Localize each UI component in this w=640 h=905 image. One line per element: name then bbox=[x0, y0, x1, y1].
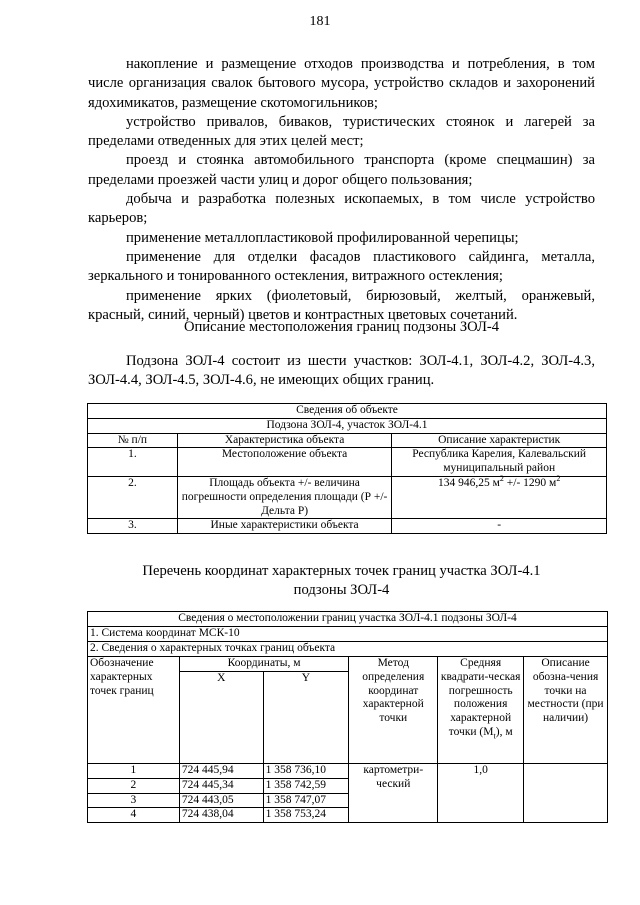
restrictions-list bbox=[88, 55, 595, 325]
list-item: применение металлопластиковой профилированной черепицы; bbox=[126, 229, 519, 246]
characteristic-description bbox=[392, 476, 607, 518]
intro-text: Подзона ЗОЛ-4 состоит из шести участков: ЗОЛ-4.1, ЗОЛ-4.2, ЗОЛ-4.3, ЗОЛ-4.4, ЗОЛ-4.5, ЗОЛ-4.6, не имеющих общих границ. bbox=[88, 353, 595, 389]
characteristic-name: Площадь объекта +/- величина погрешности определения площади (Р +/- Дельта Р) bbox=[177, 476, 392, 518]
coordinates-table bbox=[87, 611, 608, 823]
x-value: 724 445,34 bbox=[179, 778, 263, 793]
method-value: картометри-ческий bbox=[349, 763, 438, 823]
coords-header: Координаты, м bbox=[179, 656, 348, 671]
table-row bbox=[88, 519, 607, 534]
point-number: 3 bbox=[88, 793, 180, 808]
error-header-text: Средняя квадрати-ческая погрешность положения характерной точки (M bbox=[440, 656, 521, 739]
list-item: добыча и разработка полезных ископаемых, в том числе устройство карьеров; bbox=[88, 191, 595, 227]
list-item: устройство привалов, бивакoв, туристических стоянок и лагерей за пределами отведенных для этих целей мест; bbox=[88, 113, 595, 150]
object-table-subtitle: Подзона ЗОЛ-4, участок ЗОЛ-4.1 bbox=[88, 418, 607, 433]
coords-points-section: 2. Сведения о характерных точках границ объекта bbox=[88, 641, 608, 656]
object-info-table bbox=[87, 403, 607, 534]
y-value: 1 358 736,10 bbox=[263, 763, 349, 778]
y-value: 1 358 747,07 bbox=[263, 793, 349, 808]
area-error: +/- 1290 м bbox=[503, 476, 557, 489]
column-header: Описание характеристик bbox=[392, 433, 607, 448]
characteristic-name: Иные характеристики объекта bbox=[177, 519, 392, 534]
table-row bbox=[88, 448, 607, 477]
column-header: № п/п bbox=[88, 433, 178, 448]
table-row bbox=[88, 763, 608, 778]
area-value: 134 946,25 м bbox=[438, 476, 500, 489]
point-number: 1 bbox=[88, 763, 180, 778]
column-header: Характеристика объекта bbox=[177, 433, 392, 448]
list-item: проезд и стоянка автомобильного транспорта (кроме спецмашин) за пределами проезжей части улиц и дорог общего пользования; bbox=[88, 152, 595, 188]
y-header: Y bbox=[263, 671, 349, 763]
y-value: 1 358 742,59 bbox=[263, 778, 349, 793]
list-item: применение для отделки фасадов пластикового сайдинга, металла, зеркального и тонированного остекления, витражного остекления; bbox=[88, 248, 595, 285]
table-header-row bbox=[88, 433, 607, 448]
error-header-tail: ), м bbox=[495, 726, 513, 739]
row-number: 1. bbox=[88, 448, 178, 477]
intro-paragraph bbox=[88, 352, 595, 391]
area-unit-sup: 2 bbox=[499, 474, 504, 484]
coords-system: 1. Система координат МСК-10 bbox=[88, 626, 608, 641]
table-header-row bbox=[88, 656, 608, 671]
characteristic-description: Республика Карелия, Калевальский муниципальный район bbox=[392, 448, 607, 477]
x-header: X bbox=[179, 671, 263, 763]
row-number: 3. bbox=[88, 519, 178, 534]
area-error-unit-sup: 2 bbox=[556, 474, 561, 484]
coords-table-title: Сведения о местоположении границ участка ЗОЛ-4.1 подзоны ЗОЛ-4 bbox=[88, 612, 608, 627]
x-value: 724 443,05 bbox=[179, 793, 263, 808]
x-value: 724 445,94 bbox=[179, 763, 263, 778]
error-header bbox=[438, 656, 524, 763]
error-value: 1,0 bbox=[438, 763, 524, 823]
point-number: 2 bbox=[88, 778, 180, 793]
row-number: 2. bbox=[88, 476, 178, 518]
table-row bbox=[88, 476, 607, 518]
section-heading: Описание местоположения границ подзоны ЗОЛ-4 bbox=[183, 319, 500, 335]
coords-heading bbox=[88, 562, 595, 600]
coords-heading-line2: подзоны ЗОЛ-4 bbox=[293, 582, 390, 598]
y-value: 1 358 753,24 bbox=[263, 808, 349, 823]
x-value: 724 438,04 bbox=[179, 808, 263, 823]
description-header: Описание обозна-чения точки на местности (при наличии) bbox=[524, 656, 608, 763]
method-header: Метод определения координат характерной точки bbox=[349, 656, 438, 763]
list-item: накопление и размещение отходов производства и потребления, в том числе организация свалок бытового мусора, устройство складов и захоронений ядохимикатов, размещение скотомогильников; bbox=[88, 56, 595, 111]
characteristic-name: Местоположение объекта bbox=[177, 448, 392, 477]
object-table-title: Сведения об объекте bbox=[88, 404, 607, 419]
description-value bbox=[524, 763, 608, 823]
point-number: 4 bbox=[88, 808, 180, 823]
characteristic-description: - bbox=[392, 519, 607, 534]
point-header: Обозначение характерных точек границ bbox=[88, 656, 180, 763]
coords-heading-line1: Перечень координат характерных точек границ участка ЗОЛ-4.1 bbox=[142, 563, 541, 579]
list-item: применение ярких (фиолетовый, бирюзовый, желтый, оранжевый, красный, синий, черный) цветов и контрастных цветовых сочетаний. bbox=[88, 287, 595, 323]
page-number: 181 bbox=[309, 14, 331, 29]
error-header-sub: t bbox=[493, 731, 496, 741]
